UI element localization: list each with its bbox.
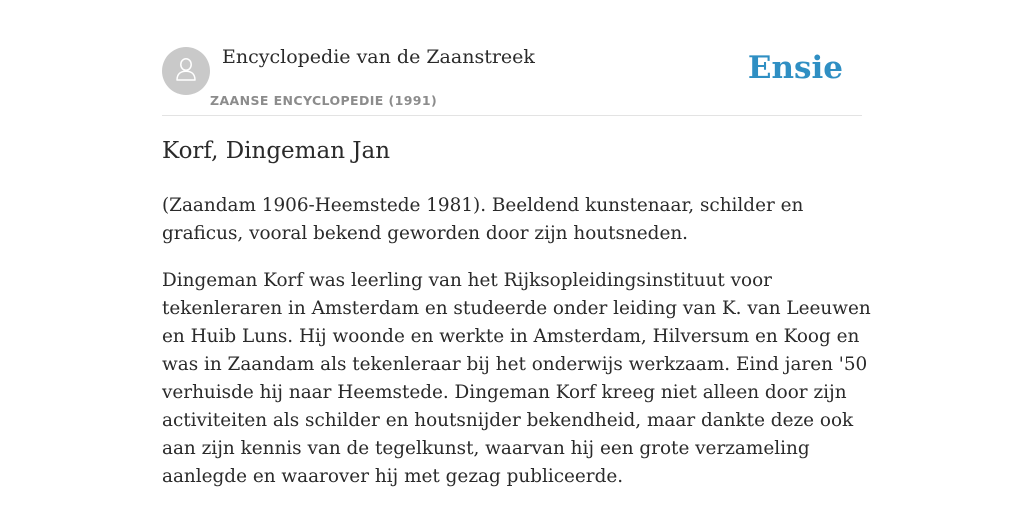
entry-paragraph: (Zaandam 1906-Heemstede 1981). Beeldend kunstenaar, schilder en graficus, vooral bekend geworden door zijn houtsneden.	[162, 195, 804, 244]
entry-title: Korf, Dingeman Jan	[162, 138, 391, 164]
source-title[interactable]: Encyclopedie van de Zaanstreek	[222, 46, 535, 68]
entry-paragraph: Dingeman Korf was leerling van het Rijksopleidingsinstituut voor tekenleraren in Amsterdam en studeerde onder leiding van K. van Leeuwen en Huib Luns. Hij woonde en werkte in Amsterdam, Hilversum en Koog en was in Zaandam als tekenleraar bij het onderwijs werkzaam. Eind jaren '50 verhuisde hij naar Heemstede. Dingeman Korf kreeg niet alleen door zijn activiteiten als schilder en houtsnijder bekendheid, maar dankte deze ook aan zijn kennis van de tegelkunst, waarvan hij een grote verzameling aanlegde en waarover hij met gezag publiceerde.	[162, 270, 871, 487]
source-header	[162, 40, 862, 116]
user-silhouette-icon	[172, 55, 200, 88]
avatar[interactable]	[162, 47, 210, 95]
source-subtitle: ZAANSE ENCYCLOPEDIE (1991)	[210, 93, 438, 108]
brand-logo[interactable]: Ensie	[747, 50, 843, 86]
